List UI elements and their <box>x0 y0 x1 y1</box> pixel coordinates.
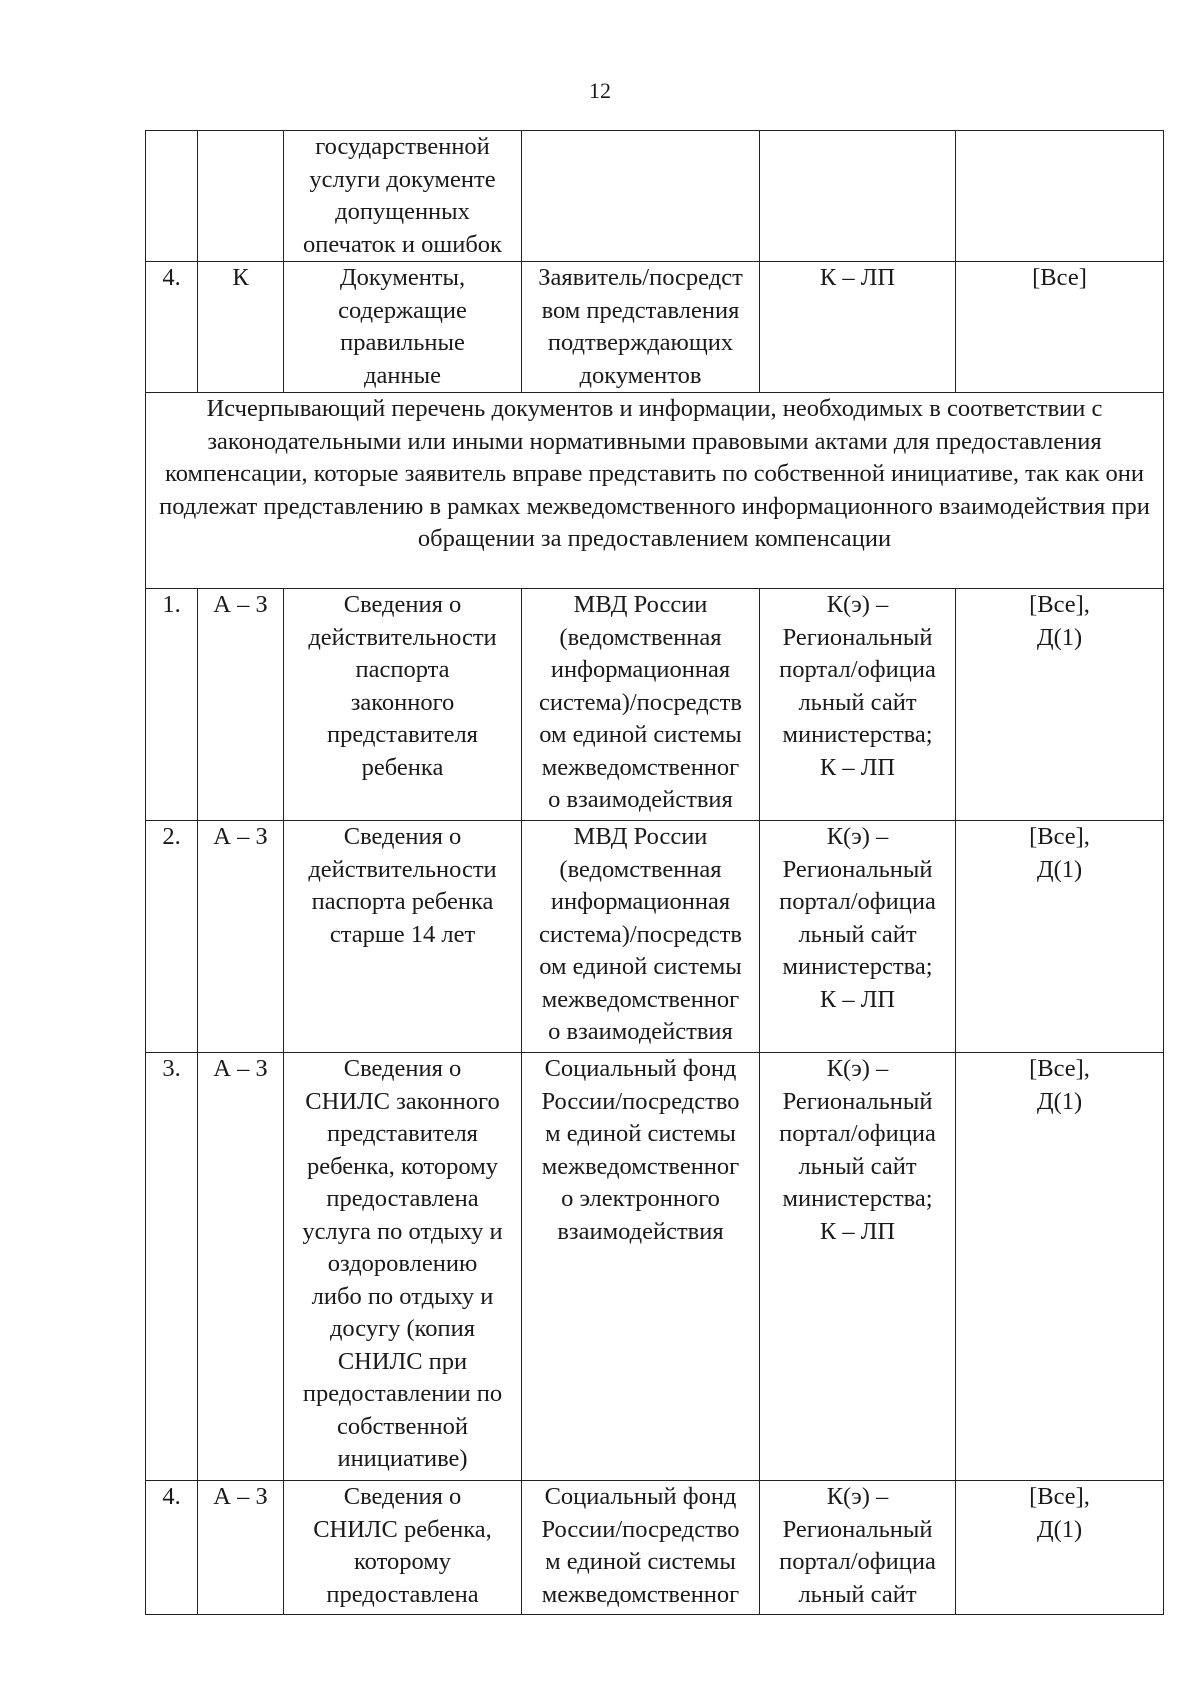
cell-name: государственной услуги документе допущенных опечаток и ошибок <box>284 131 522 262</box>
cell-method: К(э) – Региональный портал/официа льный сайт министерства; К – ЛП <box>760 1053 956 1481</box>
cell-code: А – З <box>198 1053 284 1481</box>
cell-name: Сведения о СНИЛС ребенка, которому предоставлена <box>284 1481 522 1615</box>
cell-name: Сведения о СНИЛС законного представителя ребенка, которому предоставлена услуга по отдыху и оздоровлению либо по отдыху и досугу (копия СНИЛС при предоставлении по собственной инициативе) <box>284 1053 522 1481</box>
cell-category: [Все], Д(1) <box>956 821 1164 1053</box>
cell-source: Заявитель/посредст вом представления подтверждающих документов <box>522 262 760 393</box>
cell-code <box>198 131 284 262</box>
cell-source: МВД России (ведомственная информационная система)/посредств ом единой системы межведомственног о взаимодействия <box>522 821 760 1053</box>
cell-method: К – ЛП <box>760 262 956 393</box>
cell-name: Сведения о действительности паспорта ребенка старше 14 лет <box>284 821 522 1053</box>
cell-method: К(э) – Региональный портал/официа льный сайт министерства; К – ЛП <box>760 589 956 821</box>
cell-num <box>146 131 198 262</box>
cell-category: [Все], Д(1) <box>956 1481 1164 1615</box>
cell-source <box>522 131 760 262</box>
cell-category <box>956 131 1164 262</box>
cell-num: 1. <box>146 589 198 821</box>
cell-code: А – З <box>198 821 284 1053</box>
cell-method: К(э) – Региональный портал/официа льный сайт <box>760 1481 956 1615</box>
table-row <box>146 131 1164 262</box>
table-row <box>146 589 1164 821</box>
table-row <box>146 821 1164 1053</box>
cell-code: А – З <box>198 589 284 821</box>
cell-category: [Все] <box>956 262 1164 393</box>
section-title: Исчерпывающий перечень документов и информации, необходимых в соответствии с законодательными или иными нормативными правовыми актами для предоставления компенсации, которые заявитель вправе представить по собственной инициативе, так как они подлежат представлению в рамках межведомственного информационного взаимодействия при обращении за предоставлением компенсации <box>146 393 1164 589</box>
cell-category: [Все], Д(1) <box>956 1053 1164 1481</box>
cell-num: 2. <box>146 821 198 1053</box>
cell-source: Социальный фонд России/посредство м единой системы межведомственног о электронного взаимодействия <box>522 1053 760 1481</box>
table-row <box>146 262 1164 393</box>
cell-num: 4. <box>146 262 198 393</box>
cell-num: 3. <box>146 1053 198 1481</box>
cell-name: Документы, содержащие правильные данные <box>284 262 522 393</box>
cell-source: Социальный фонд России/посредство м единой системы межведомственног <box>522 1481 760 1615</box>
documents-table <box>145 130 1164 1615</box>
cell-name: Сведения о действительности паспорта законного представителя ребенка <box>284 589 522 821</box>
table-row <box>146 1053 1164 1481</box>
cell-method: К(э) – Региональный портал/официа льный сайт министерства; К – ЛП <box>760 821 956 1053</box>
cell-source: МВД России (ведомственная информационная система)/посредств ом единой системы межведомственног о взаимодействия <box>522 589 760 821</box>
cell-num: 4. <box>146 1481 198 1615</box>
cell-method <box>760 131 956 262</box>
cell-code: А – З <box>198 1481 284 1615</box>
cell-code: К <box>198 262 284 393</box>
table-row <box>146 1481 1164 1615</box>
page-number: 12 <box>589 78 611 103</box>
cell-category: [Все], Д(1) <box>956 589 1164 821</box>
section-header-row <box>146 393 1164 589</box>
